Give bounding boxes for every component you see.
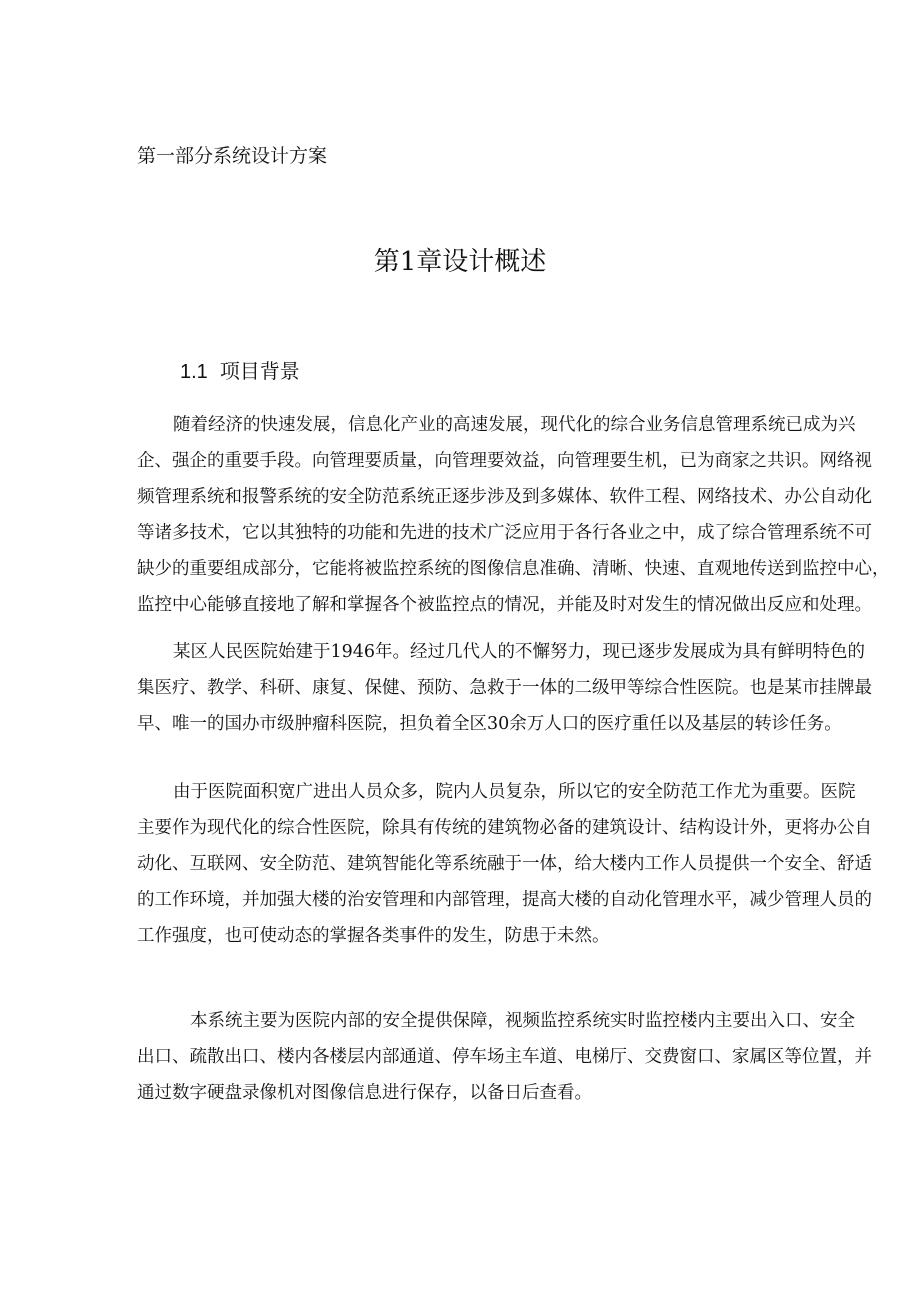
text-line: 缺少的重要组成部分，它能将被监控系统的图像信息准确、清晰、快速、直观地传送到监控中心， bbox=[137, 559, 890, 579]
section-number: 1.1 bbox=[180, 361, 208, 383]
text-line: 某区人民医院始建于1946年。经过几代人的不懈努力，现已逐步发展成为具有鲜明特色的 bbox=[173, 642, 866, 662]
text-line: 工作强度，也可使动态的掌握各类事件的发生，防患于未然。 bbox=[137, 926, 610, 946]
text-line: 通过数字硬盘录像机对图像信息进行保存，以备日后查看。 bbox=[137, 1083, 592, 1103]
text-line: 监控中心能够直接地了解和掌握各个被监控点的情况，并能及时对发生的情况做出反应和处理。 bbox=[137, 595, 872, 615]
text-line: 早、唯一的国办市级肿瘤科医院，担负着全区30余万人口的医疗重任以及基层的转诊任务。 bbox=[137, 714, 842, 734]
text-line: 集医疗、教学、科研、康复、保健、预防、急救于一体的二级甲等综合性医院。也是某市挂牌最 bbox=[137, 678, 872, 698]
text-line: 频管理系统和报警系统的安全防范系统正逐步涉及到多媒体、软件工程、网络技术、办公自动化 bbox=[137, 487, 872, 507]
paragraph-system bbox=[137, 1003, 872, 1111]
text-line: 等诸多技术，它以其独特的功能和先进的技术广泛应用于各行各业之中，成了综合管理系统不可 bbox=[137, 523, 872, 543]
text-line: 动化、互联网、安全防范、建筑智能化等系统融于一体，给大楼内工作人员提供一个安全、舒适 bbox=[137, 854, 872, 874]
text-line: 由于医院面积宽广进出人员众多，院内人员复杂，所以它的安全防范工作尤为重要。医院 bbox=[173, 782, 856, 802]
part-title: 第一部分系统设计方案 bbox=[137, 145, 328, 167]
paragraph-hospital bbox=[137, 634, 872, 742]
text-line: 出口、疏散出口、楼内各楼层内部通道、停车场主车道、电梯厅、交费窗口、家属区等位置，并 bbox=[137, 1047, 872, 1067]
text-line: 主要作为现代化的综合性医院，除具有传统的建筑物必备的建筑设计、结构设计外，更将办公自 bbox=[137, 818, 872, 838]
paragraph-security bbox=[137, 774, 872, 954]
paragraph-background bbox=[137, 407, 890, 623]
text-line: 企、强企的重要手段。向管理要质量，向管理要效益，向管理要生机，已为商家之共识。网络视 bbox=[137, 451, 872, 471]
section-heading bbox=[180, 355, 312, 384]
chapter-title: 第1章设计概述 bbox=[373, 247, 547, 277]
section-title: 项目背景 bbox=[219, 361, 300, 383]
text-line: 随着经济的快速发展，信息化产业的高速发展，现代化的综合业务信息管理系统已成为兴 bbox=[173, 415, 856, 435]
text-line: 的工作环境，并加强大楼的治安管理和内部管理，提高大楼的自动化管理水平，减少管理人员的 bbox=[137, 890, 872, 910]
text-line: 本系统主要为医院内部的安全提供保障，视频监控系统实时监控楼内主要出入口、安全 bbox=[190, 1011, 855, 1031]
